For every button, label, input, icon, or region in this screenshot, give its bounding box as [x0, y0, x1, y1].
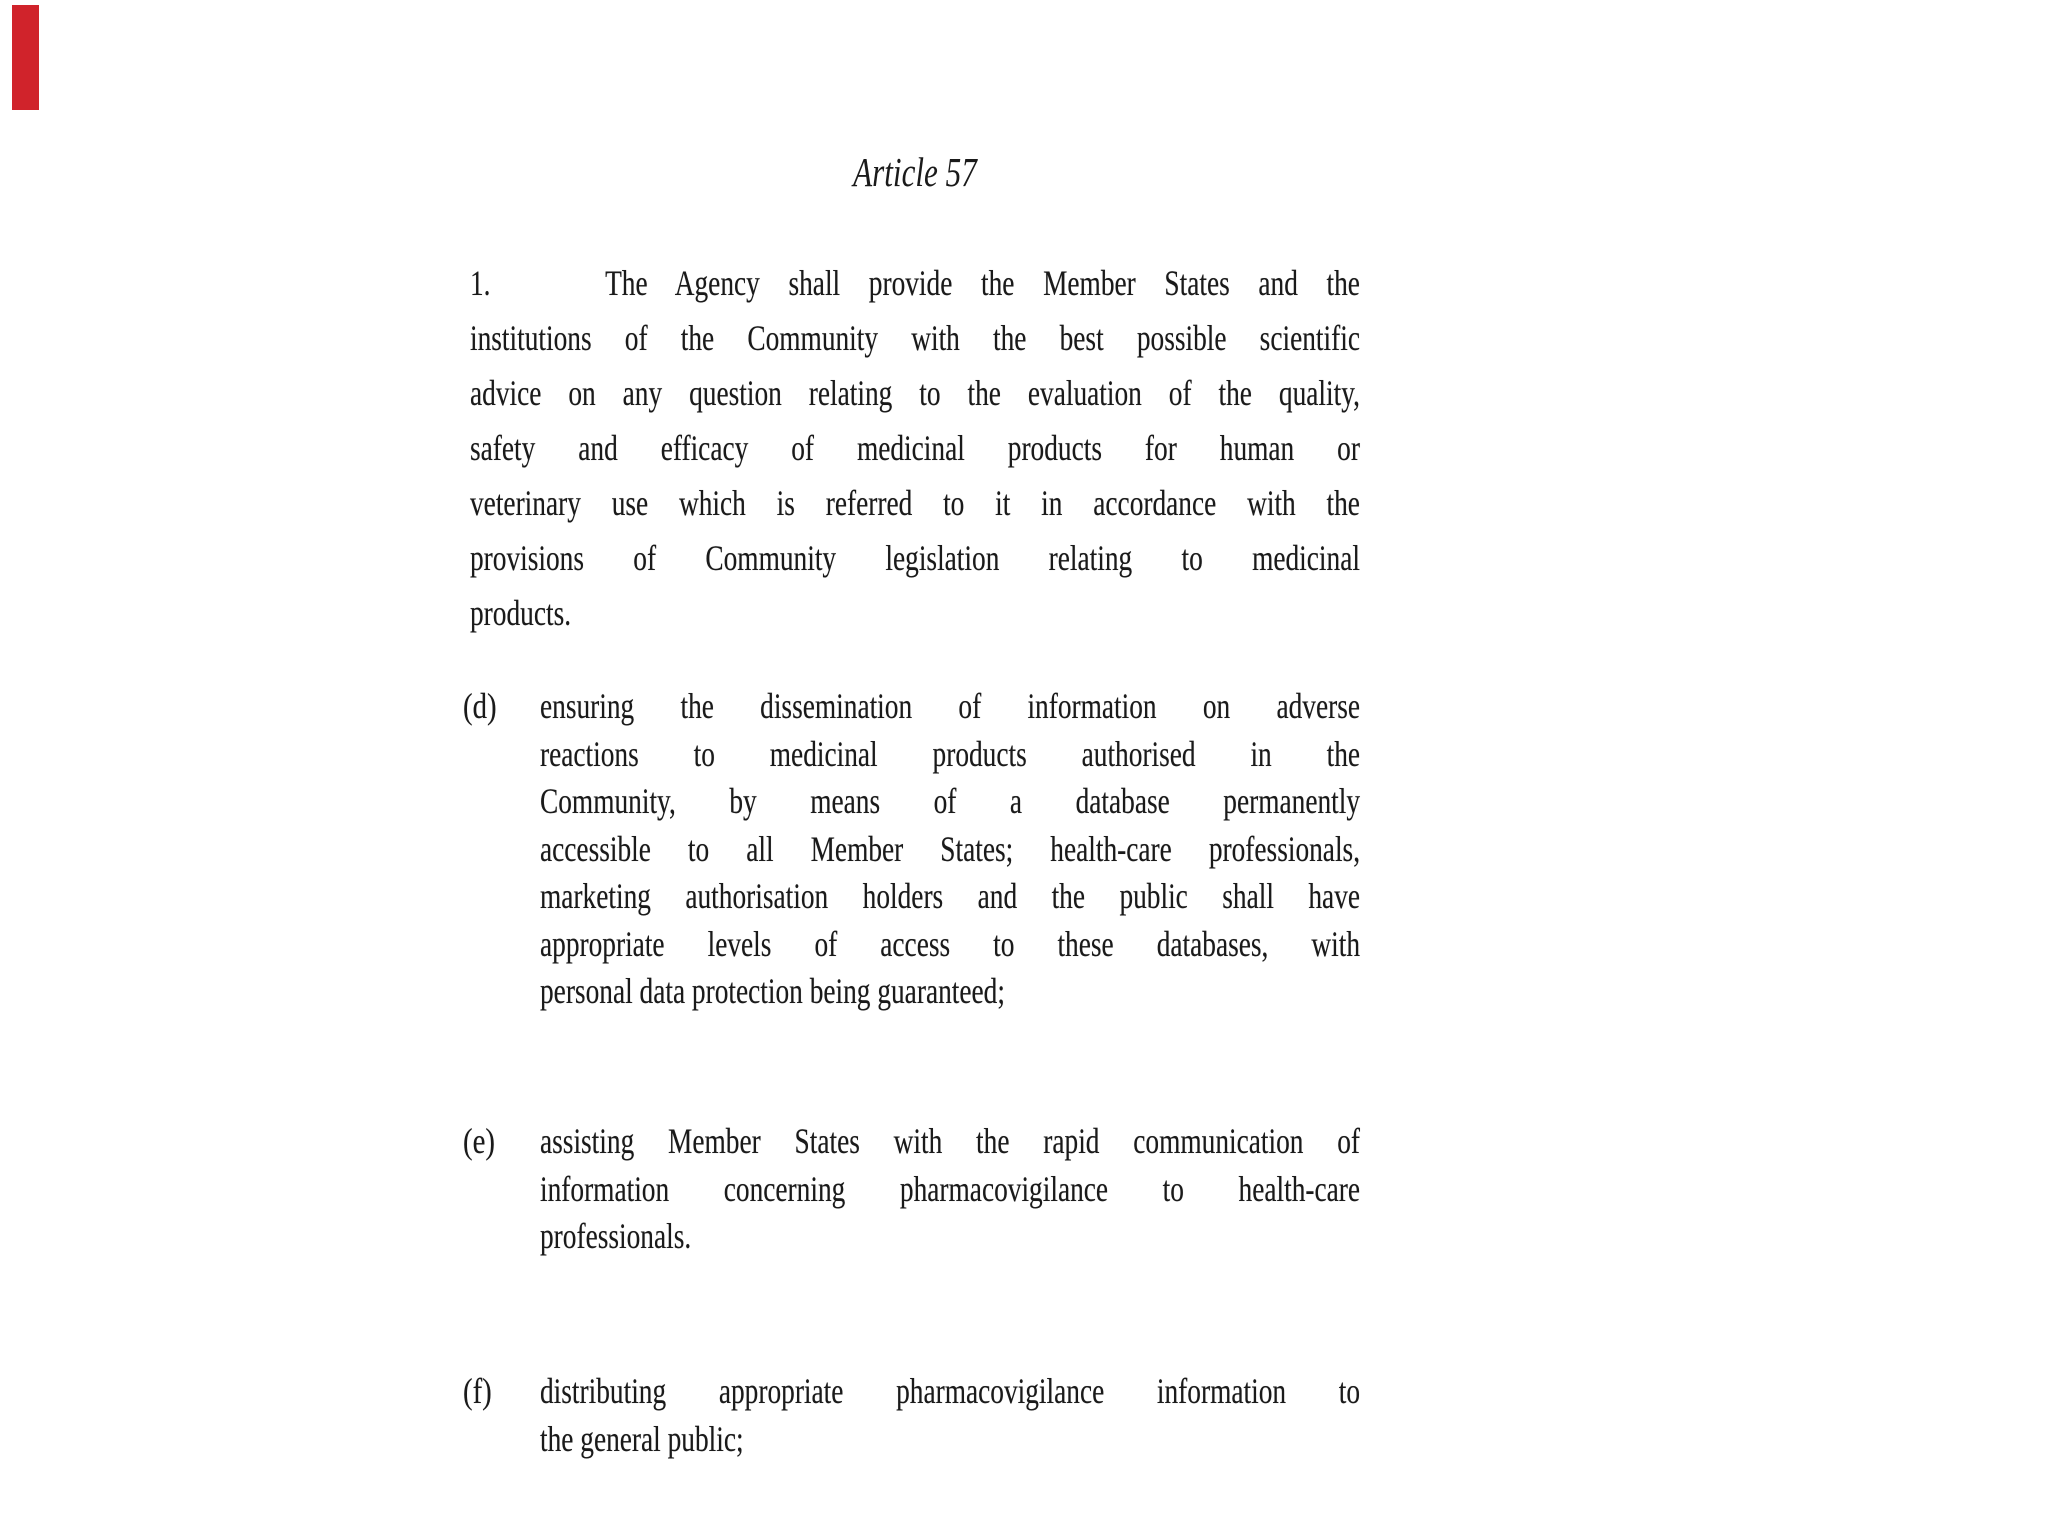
article-title [470, 148, 1360, 196]
paragraph-line: 1. The Agency shall provide the Member States and the [470, 263, 1360, 303]
item-e-label: (e) [463, 1121, 495, 1161]
paragraph-line: advice on any question relating to the evaluation of the quality, [470, 373, 1360, 413]
item-line: personal data protection being guaranteed; [540, 971, 1005, 1011]
item-e [540, 1118, 1360, 1261]
paragraph-line: veterinary use which is referred to it in accordance with the [470, 483, 1360, 523]
item-line: accessible to all Member States; health-care professionals, [540, 828, 1361, 869]
item-d [540, 683, 1360, 1016]
item-line: distributing appropriate pharmacovigilance information to [540, 1371, 1361, 1411]
paragraph-1 [470, 256, 1360, 641]
item-f-label: (f) [463, 1371, 492, 1411]
article-title-text: Article 57 [853, 149, 977, 195]
item-f [540, 1368, 1360, 1463]
paragraph-line: products. [470, 593, 572, 633]
item-line: assisting Member States with the rapid communication of [540, 1121, 1361, 1161]
item-line: ensuring the dissemination of information on adverse [540, 686, 1361, 726]
item-line: reactions to medicinal products authorised in the [540, 733, 1361, 774]
item-line: information concerning pharmacovigilance to health-care [540, 1168, 1361, 1209]
item-d-label: (d) [463, 686, 497, 726]
item-line: the general public; [540, 1418, 744, 1459]
paragraph-line: institutions of the Community with the best possible scientific [470, 318, 1360, 358]
item-line: appropriate levels of access to these databases, with [540, 923, 1361, 964]
paragraph-line: safety and efficacy of medicinal products for human or [470, 428, 1360, 468]
paragraph-line: provisions of Community legislation relating to medicinal [470, 538, 1360, 578]
item-line: Community, by means of a database permanently [540, 781, 1361, 821]
red-edge-mark [12, 5, 39, 110]
item-line: professionals. [540, 1216, 692, 1256]
item-line: marketing authorisation holders and the public shall have [540, 876, 1361, 916]
